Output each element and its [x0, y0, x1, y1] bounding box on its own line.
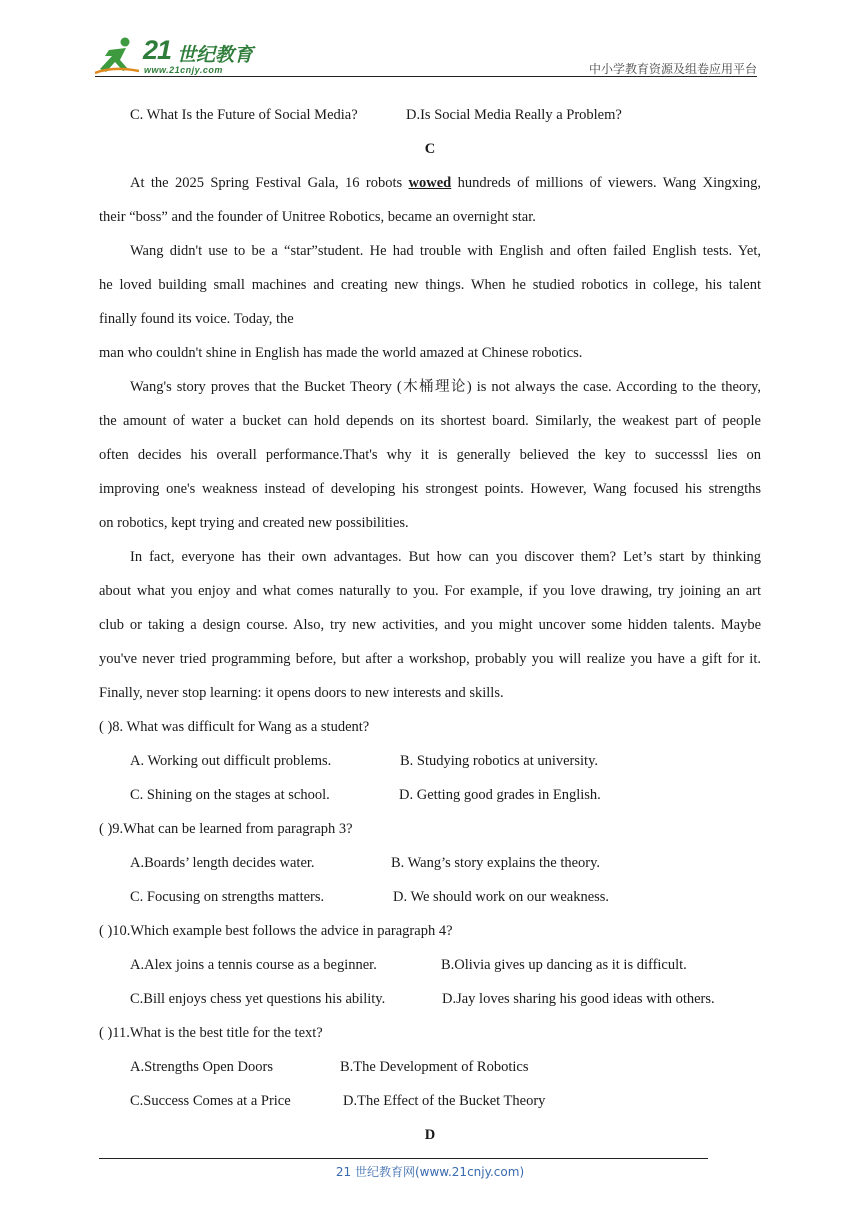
paragraph-line: Wang didn't use to be a “star”student. He had trouble with English and often failed English tests. Yet, — [130, 243, 761, 259]
question-stem: ( )11.What is the best title for the text? — [99, 1025, 323, 1041]
paragraph-line: Finally, never stop learning: it opens doors to new interests and skills. — [99, 685, 504, 701]
option-row — [99, 982, 761, 1016]
option-row — [99, 1050, 761, 1084]
paragraph-line: you've never tried programming before, but after a workshop, probably you will realize you have a gift for it. — [99, 651, 761, 667]
paragraph-3 — [99, 370, 761, 540]
logo-number: 21 — [143, 35, 172, 65]
option-c: C. Focusing on strengths matters. — [130, 889, 325, 905]
option-d: D. Getting good grades in English. — [399, 787, 601, 803]
paragraph-line: the amount of water a bucket can hold depends on its shortest board. Similarly, the weakest part of people — [99, 413, 761, 429]
option-row — [99, 1084, 761, 1118]
option-d: D.Jay loves sharing his good ideas with others. — [442, 991, 715, 1007]
question-stem: ( )8. What was difficult for Wang as a student? — [99, 719, 370, 735]
option-c: C.Bill enjoys chess yet questions his ability. — [130, 991, 386, 1007]
document-body — [99, 98, 761, 1152]
section-d-heading: D — [424, 1127, 436, 1143]
question-11 — [99, 1016, 761, 1118]
paragraph-line: finally found its voice. Today, the — [99, 311, 294, 327]
option-b: B.Olivia gives up dancing as it is difficult. — [441, 957, 687, 973]
page-footer: 21 世纪教育网(www.21cnjy.com) — [335, 1165, 525, 1179]
question-10 — [99, 914, 761, 1016]
option-row — [99, 778, 761, 812]
paragraph-line: on robotics, kept trying and created new possibilities. — [99, 515, 409, 531]
option-d: D.Is Social Media Really a Problem? — [406, 107, 622, 123]
previous-question-options — [99, 98, 761, 132]
option-b: B.The Development of Robotics — [340, 1059, 529, 1075]
question-stem: ( )10.Which example best follows the advice in paragraph 4? — [99, 923, 453, 939]
option-row — [99, 880, 761, 914]
paragraph-2 — [99, 234, 761, 370]
option-row — [99, 846, 761, 880]
paragraph-line: often decides his overall performance.That's why it is generally believed the key to successsl lies on — [99, 447, 761, 463]
option-c: C. Shining on the stages at school. — [130, 787, 330, 803]
header-tagline: 中小学教育资源及组卷应用平台 — [588, 62, 757, 76]
question-stem: ( )9.What can be learned from paragraph 3? — [99, 821, 353, 837]
option-a: A.Boards’ length decides water. — [130, 855, 315, 871]
paragraph-line: he loved building small machines and creating new things. When he studied robotics in college, his talent — [99, 277, 761, 293]
option-d: D. We should work on our weakness. — [393, 889, 610, 905]
option-row — [99, 744, 761, 778]
site-logo — [95, 34, 260, 78]
option-a: A.Strengths Open Doors — [130, 1059, 273, 1075]
paragraph-1 — [99, 166, 761, 234]
option-a: A. Working out difficult problems. — [130, 753, 332, 769]
page-header — [95, 34, 757, 78]
paragraph-4 — [99, 540, 761, 710]
paragraph-line: Wang's story proves that the Bucket Theory (木桶理论) is not always the case. According to the theory, — [130, 379, 761, 395]
option-c: C. What Is the Future of Social Media? — [130, 107, 358, 123]
logo-chinese-name: 世纪教育 — [177, 44, 254, 66]
option-row — [99, 948, 761, 982]
footer-divider — [99, 1158, 708, 1159]
option-b: B. Studying robotics at university. — [400, 753, 599, 769]
option-a: A.Alex joins a tennis course as a beginner. — [130, 957, 377, 973]
paragraph-line: man who couldn't shine in English has made the world amazed at Chinese robotics. — [99, 345, 583, 361]
paragraph-line: about what you enjoy and what comes naturally to you. For example, if you love drawing, try joining an art — [99, 583, 761, 599]
option-c: C.Success Comes at a Price — [130, 1093, 291, 1109]
paragraph-line: their “boss” and the founder of Unitree Robotics, became an overnight star. — [99, 209, 536, 225]
paragraph-line: In fact, everyone has their own advantages. But how can you discover them? Let’s start by thinking — [130, 549, 761, 565]
runner-logo-icon — [95, 36, 141, 76]
question-9 — [99, 812, 761, 914]
emphasized-word: wowed — [408, 175, 452, 191]
section-c-heading: C — [424, 141, 436, 157]
paragraph-line: At the 2025 Spring Festival Gala, 16 robots wowed hundreds of millions of viewers. Wang Xingxing, — [130, 175, 762, 191]
option-d: D.The Effect of the Bucket Theory — [343, 1093, 546, 1109]
question-8 — [99, 710, 761, 812]
logo-url: www.21cnjy.com — [144, 65, 223, 75]
paragraph-line: club or taking a design course. Also, try new activities, and you might uncover some hidden talents. Maybe — [99, 617, 761, 633]
option-b: B. Wang’s story explains the theory. — [391, 855, 601, 871]
paragraph-line: improving one's weakness instead of developing his strongest points. However, Wang focused his strengths — [99, 481, 761, 497]
header-divider — [95, 76, 757, 77]
